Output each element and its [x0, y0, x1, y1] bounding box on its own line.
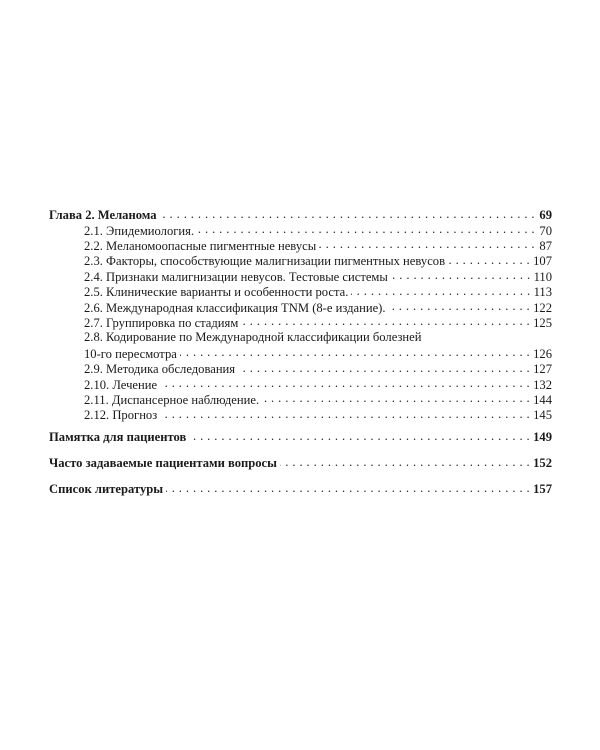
toc-item-title: 2.1. Эпидемиология.: [84, 223, 195, 238]
toc-item-page: 125: [533, 315, 552, 330]
toc-item-title-line2: 10-го пересмотра: [84, 346, 177, 361]
toc-item-page: 126: [533, 346, 552, 361]
leader-dots: [180, 345, 530, 358]
toc-item-2-12[interactable]: [49, 407, 552, 422]
spacer: [49, 470, 552, 480]
toc-item-2-6[interactable]: [49, 299, 552, 314]
toc-item-page: 110: [533, 269, 552, 284]
leader-dots: [197, 222, 535, 235]
toc-item-2-9[interactable]: [49, 361, 552, 376]
toc-item-title: 2.11. Диспансерное наблюдение.: [84, 392, 260, 407]
leader-dots: [166, 480, 530, 493]
toc-item-title: 2.2. Меланомоопасные пигментные невусы: [84, 238, 317, 253]
leader-dots: [391, 268, 531, 281]
toc-references[interactable]: [49, 480, 552, 496]
leader-dots: [319, 237, 535, 250]
table-of-contents: [49, 206, 552, 496]
toc-item-title: 2.5. Клинические варианты и особенности роста.: [84, 285, 349, 300]
toc-item-2-8-continuation: [49, 345, 552, 360]
leader-dots: [389, 299, 531, 312]
leader-dots: [238, 361, 530, 374]
leader-dots: [280, 454, 530, 467]
toc-item-2-5[interactable]: [49, 284, 552, 299]
toc-item-title-line1: 2.8. Кодирование по Международной классификации болезней: [84, 329, 422, 344]
toc-item-page: 122: [533, 300, 552, 315]
toc-references-page: 157: [533, 481, 552, 496]
toc-item-page: 127: [533, 362, 552, 377]
toc-item-title: 2.7. Группировка по стадиям: [84, 315, 239, 330]
toc-chapter-2-page: 69: [539, 207, 552, 222]
leader-dots: [160, 407, 530, 420]
leader-dots: [160, 376, 530, 389]
toc-chapter-2[interactable]: [49, 206, 552, 222]
toc-item-2-7[interactable]: [49, 314, 552, 329]
toc-faq-title: Часто задаваемые пациентами вопросы: [49, 455, 277, 470]
toc-item-title: 2.9. Методика обследования: [84, 362, 236, 377]
toc-item-page: 132: [533, 377, 552, 392]
leader-dots: [160, 206, 535, 219]
toc-memo[interactable]: [49, 428, 552, 444]
toc-item-title: 2.12. Прогноз: [84, 408, 158, 423]
leader-dots: [241, 314, 530, 327]
toc-item-page: 144: [533, 392, 552, 407]
toc-item-page: 70: [539, 223, 552, 238]
toc-memo-page: 149: [533, 429, 552, 444]
toc-item-2-4[interactable]: [49, 268, 552, 283]
toc-item-2-8[interactable]: [49, 330, 552, 361]
toc-item-page: 87: [539, 238, 552, 253]
toc-references-title: Список литературы: [49, 481, 164, 496]
toc-item-title: 2.4. Признаки малигнизации невусов. Тестовые системы: [84, 269, 388, 284]
toc-faq-page: 152: [533, 455, 552, 470]
toc-item-2-10[interactable]: [49, 376, 552, 391]
toc-item-page: 107: [533, 254, 552, 269]
leader-dots: [448, 253, 530, 266]
leader-dots: [262, 391, 530, 404]
toc-item-title: 2.10. Лечение: [84, 377, 158, 392]
toc-item-2-11[interactable]: [49, 391, 552, 406]
spacer: [49, 444, 552, 454]
toc-item-2-3[interactable]: [49, 253, 552, 268]
toc-item-2-2[interactable]: [49, 237, 552, 252]
toc-faq[interactable]: [49, 454, 552, 470]
toc-item-title: 2.6. Международная классификация TNM (8-е издание).: [84, 300, 386, 315]
toc-item-page: 145: [533, 408, 552, 423]
leader-dots: [189, 428, 530, 441]
toc-memo-title: Памятка для пациентов: [49, 429, 187, 444]
leader-dots: [351, 284, 530, 297]
toc-chapter-2-title: Глава 2. Меланома: [49, 207, 157, 222]
toc-item-2-1[interactable]: [49, 222, 552, 237]
toc-item-page: 113: [533, 285, 552, 300]
toc-item-title: 2.3. Факторы, способствующие малигнизации пигментных невусов: [84, 254, 446, 269]
